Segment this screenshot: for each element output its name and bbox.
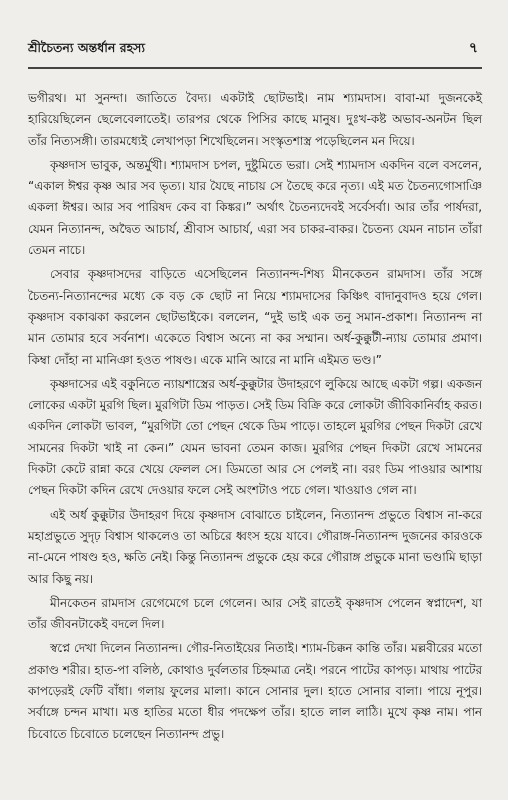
paragraph-3: সেবার কৃষ্ণদাসদের বাড়িতে এসেছিলেন নিত্যানন্দ-শিষ্য মীনকেতন রামদাস। তাঁর সঙ্গে চৈতন্য-নিত্যানন্দের মধ্যে কে বড় কে ছোট না নিয়ে শ্যামদাসের কিঞ্চিৎ বাদানুবাদও হয়ে গেল। কৃষ্ণদাস বকাঝকা করলেন ছোটভাইকে। বললেন, “দুই ভাই এক তনু সমান-প্রকাশ। নিত্যানন্দ না মান তোমার হবে সর্বনাশ। একেতে বিশ্বাস অন্যে না কর সম্মান। অর্ধ-কুক্কুটী-ন্যায় তোমার প্রমাণ। কিম্বা দোঁহা না মানিঞা হওত পাষণ্ড। একে মানি আরে না মানি এইমত ভণ্ড।” <box>28 267 482 367</box>
paragraph-4: কৃষ্ণদাসের এই বকুনিতে ন্যায়শাস্ত্রের অর্ধ-কুক্কুটার উদাহরণে লুকিয়ে আছে একটা গল্প। একজন লোকের একটা মুরগি ছিল। মুরগিটা ডিম পাড়ত। সেই ডিম বিক্রি করে লোকটা জীবিকানির্বাহ করত। একদিন লোকটা ভাবল, “মুরগিটা তো পেছন থেকে ডিম পাড়ে। তাহলে মুরগির পেছন দিকটা রেখে সামনের দিকটা খাই না কেন।” যেমন ভাবনা তেমন কাজ। মুরগির পেছন দিকটা রেখে সামনের দিকটা কেটে রান্না করে খেয়ে ফেলল সে। ডিমতো আর সে পেলই না। বরং ডিম পাওয়ার আশায় পেছন দিকটা কদিন রেখে দেওয়ার ফলে সেই অংশটাও পচে গেল। খাওয়াও গেল না। <box>28 376 482 498</box>
paragraph-5: এই অর্ধ কুক্কুটার উদাহরণ দিয়ে কৃষ্ণদাস বোঝাতে চাইলেন, নিত্যানন্দ প্রভুতে বিশ্বাস না-করে মহাপ্রভুতে সুদৃঢ় বিশ্বাস থাকলেও তা অচিরে ধ্বংস হয়ে যাবে। গৌরাঙ্গ-নিত্যানন্দ দুজনের কারওকে না-মেনে পাষণ্ড হও, ক্ষতি নেই। কিন্তু নিত্যানন্দ প্রভুকে হেয় করে গৌরাঙ্গ প্রভুকে মানা ভণ্ডামি ছাড়া আর কিছু নয়। <box>28 507 482 586</box>
page-number: ৭ <box>468 40 478 56</box>
running-header <box>28 36 482 69</box>
page-body <box>28 88 482 748</box>
paragraph-1: ভগীরথ। মা সুনন্দা। জাতিতে বৈদ্য। একটাই ছোটভাই। নাম শ্যামদাস। বাবা-মা দুজনকেই হারিয়েছিলেন ছেলেবেলাতেই। তারপর থেকে পিসির কাছে মানুষ। দুঃখ-কষ্ট অভাব-অনটন ছিল তাঁর নিত্যসঙ্গী। তারমধ্যেই লেখাপড়া শিখেছিলেন। সংস্কৃতশাস্ত্র পড়েছিলেন মন দিয়ে। <box>28 91 482 148</box>
paragraph-6: মীনকেতন রামদাস রেগেমেগে চলে গেলেন। আর সেই রাতেই কৃষ্ণদাস পেলেন স্বপ্নাদেশ, যা তাঁর জীবনটাকেই বদলে দিল। <box>28 595 482 632</box>
running-title: শ্রীচৈতন্য অন্তর্ধান রহস্য <box>28 40 146 55</box>
paragraph-7: স্বপ্নে দেখা দিলেন নিত্যানন্দ। গৌর-নিতাইয়ের নিতাই। শ্যাম-চিক্কন কান্তি তাঁর। মল্লবীরের মতো প্রকাণ্ড শরীর। হাত-পা বলিষ্ঠ, কোথাও দুর্বলতার চিহ্নমাত্র নেই। পরনে পাটের কাপড়। মাথায় পাটের কাপড়েরই ফেটি বাঁধা। গলায় ফুলের মালা। কানে সোনার দুল। হাতে সোনার বালা। পায়ে নূপুর। সর্বাঙ্গে চন্দন মাখা। মত্ত হাতির মতো ধীর পদক্ষেপ তাঁর। হাতে লাল লাঠি। মুখে কৃষ্ণ নাম। পান চিবোতে চিবোতে চলেছেন নিত্যানন্দ প্রভু। <box>28 641 482 741</box>
paragraph-2: কৃষ্ণদাস ভাবুক, অন্তর্মুখী। শ্যামদাস চপল, দুষ্টুমিতে ভরা। সেই শ্যামদাস একদিন বলে বসলেন, “একাল ঈশ্বর কৃষ্ণ আর সব ভৃত্য। যার যৈছে নাচায় সে তৈছে করে নৃত্য। এই মত চৈতন্যগোসাঞি একলা ঈশ্বর। আর সব পারিষদ কেব বা কিঙ্কর।” অর্থাৎ চৈতন্যদেবই সর্বেসর্বা। আর তাঁর পার্ষদরা, যেমন নিত্যানন্দ, অদ্বৈত আচার্য, শ্রীবাস আচার্য, এরা সব চাকর-বাকর। চৈতন্য যেমন নাচান তাঁরা তেমন নাচে। <box>28 157 482 258</box>
